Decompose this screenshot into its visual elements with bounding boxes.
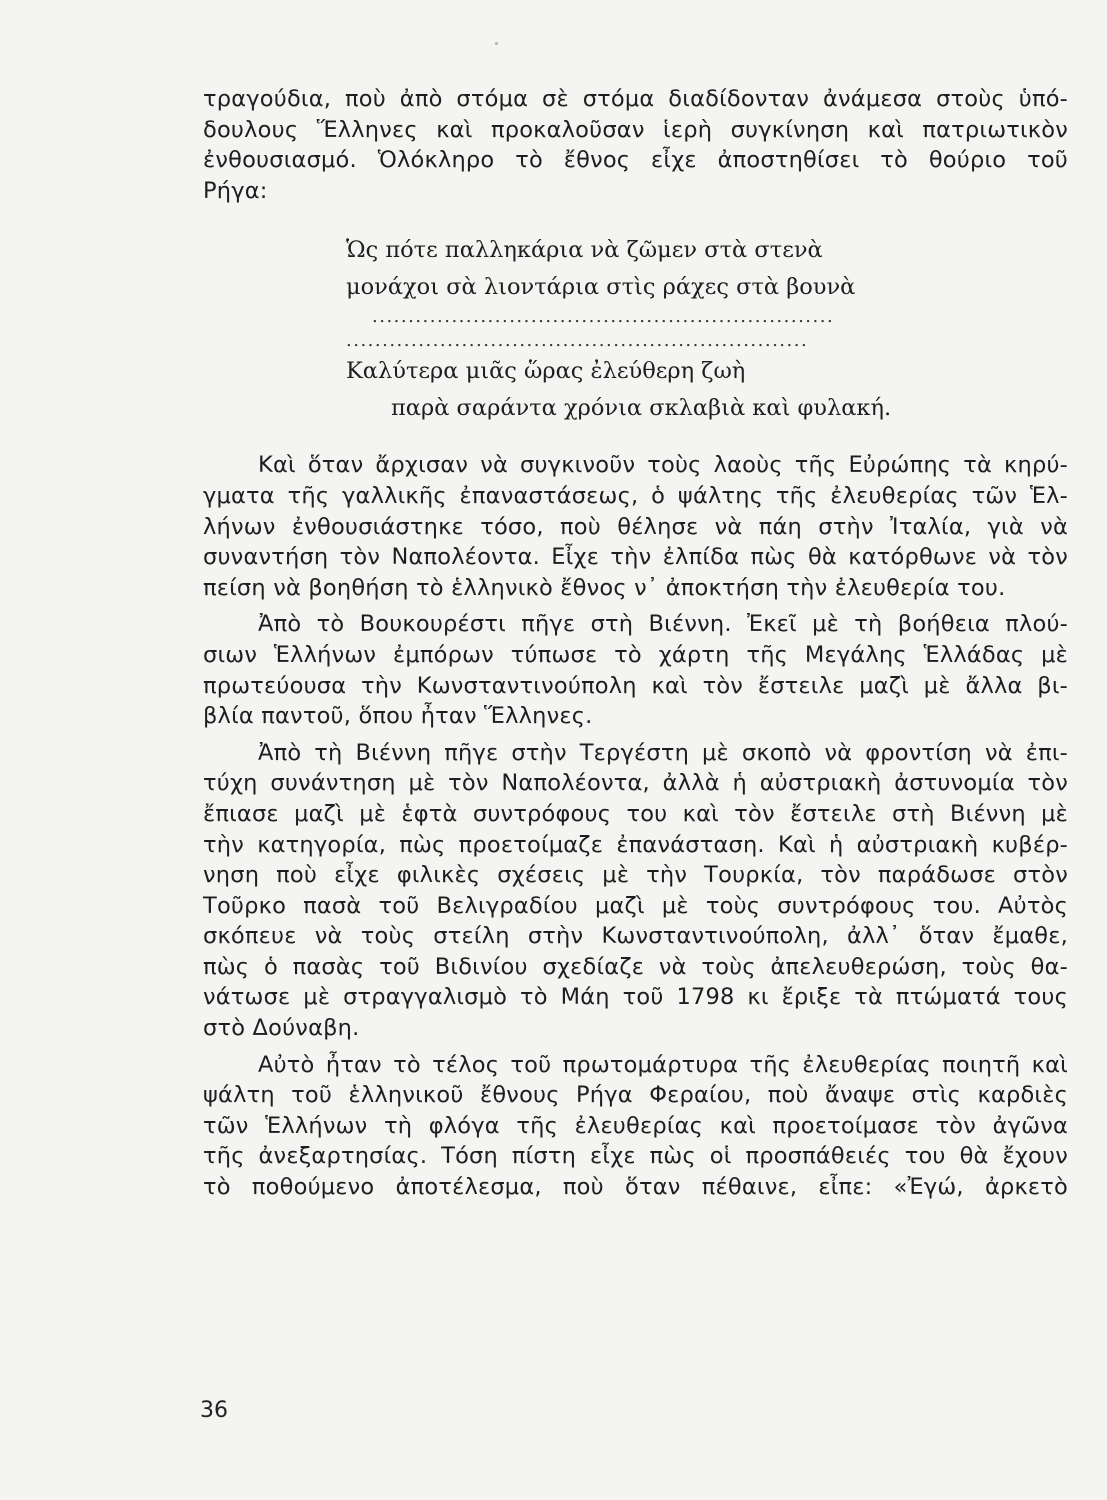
text-line: νηση ποὺ εἶχε φιλικὲς σχέσεις μὲ τὴν Τουρκία, τὸν παράδωσε στὸν [203,862,1068,889]
paragraph [203,450,1068,603]
text-line: στὸ Δούναβη. [203,1015,360,1042]
page-number: 36 [200,1398,228,1423]
text-line: Τοῦρκο πασὰ τοῦ Βελιγραδίου μαζὶ μὲ τοὺς συντρόφους του. Αὐτὸς [203,892,1068,919]
text-line: βλία παντοῦ, ὅπου ἦταν Ἕλληνες. [203,703,593,730]
text-line: Καὶ ὅταν ἄρχισαν νὰ συγκινοῦν τοὺς λαοὺς τῆς Εὐρώπης τὰ κηρύ- [258,452,1068,479]
thourios-poem [203,232,1068,426]
paragraph [203,1050,1068,1203]
poem-ellipsis: ................................................................ [372,306,835,328]
text-line: Αὐτὸ ἦταν τὸ τέλος τοῦ πρωτομάρτυρα τῆς ἐλευθερίας ποιητῆ καὶ [258,1051,1068,1078]
text-line: ἔπιασε μαζὶ μὲ ἑφτὰ συντρόφους του καὶ τὸν ἔστειλε στὴ Βιέννη μὲ [203,800,1068,827]
poem-line: Καλύτερα μιᾶς ὥρας ἐλεύθερη ζωὴ [346,358,746,385]
text-line: τῆς ἀνεξαρτησίας. Τόση πίστη εἶχε πὼς οἱ προσπάθειές του θὰ ἔχουν [203,1143,1068,1170]
text-line: δουλους Ἕλληνες καὶ προκαλοῦσαν ἱερὴ συγκίνηση καὶ πατριωτικὸν [203,116,1068,143]
opening-paragraph [203,84,1068,206]
text-line: τὸ ποθούμενο ἀποτέλεσμα, ποὺ ὅταν πέθαινε, εἶπε: «Ἐγώ, ἀρκετὸ [203,1174,1068,1201]
text-line: τύχη συνάντηση μὲ τὸν Ναπολέοντα, ἀλλὰ ἡ αὐστριακὴ ἀστυνομία τὸν [203,770,1068,797]
paper-speck [495,42,498,45]
text-line: λήνων ἐνθουσιάστηκε τόσο, ποὺ θέλησε νὰ πάη στὴν Ἰταλία, γιὰ νὰ [203,513,1068,540]
text-line: συναντήση τὸν Ναπολέοντα. Εἶχε τὴν ἐλπίδα πὼς θὰ κατόρθωνε νὰ τὸν [203,544,1068,571]
poem-line: μονάχοι σὰ λιοντάρια στὶς ράχες στὰ βουνὰ [346,273,856,300]
text-line: τῶν Ἑλλήνων τὴ φλόγα τῆς ἐλευθερίας καὶ προετοίμασε τὸν ἀγῶνα [203,1112,1068,1139]
text-line: Ἀπὸ τὸ Βουκουρέστι πῆγε στὴ Βιέννη. Ἐκεῖ μὲ τὴ βοήθεια πλού- [258,611,1068,638]
text-line: Ρήγα: [203,177,268,204]
paragraph [203,738,1068,1044]
poem-line: παρὰ σαράντα χρόνια σκλαβιὰ καὶ φυλακή. [391,394,892,421]
page-text [203,84,1068,1203]
paragraph [203,609,1068,731]
text-line: σκόπευε νὰ τοὺς στείλη στὴν Κωνσταντινούπολη, ἀλλ᾿ ὅταν ἔμαθε, [203,923,1068,950]
poem-ellipsis: ................................................................ [346,330,809,352]
text-line: πείση νὰ βοηθήση τὸ ἑλληνικὸ ἔθνος ν᾿ ἀποκτήση τὴν ἐλευθερία του. [203,574,1006,601]
text-line: Ἀπὸ τὴ Βιέννη πῆγε στὴν Τεργέστη μὲ σκοπὸ νὰ φροντίση νὰ ἐπι- [258,739,1068,766]
text-line: ψάλτη τοῦ ἑλληνικοῦ ἔθνους Ρήγα Φεραίου, ποὺ ἄναψε στὶς καρδιὲς [203,1082,1068,1109]
text-line: πρωτεύουσα τὴν Κωνσταντινούπολη καὶ τὸν ἔστειλε μαζὶ μὲ ἄλλα βι- [203,672,1068,699]
poem-line: Ὡς πότε παλληκάρια νὰ ζῶμεν στὰ στενὰ [346,237,823,264]
text-line: γματα τῆς γαλλικῆς ἐπαναστάσεως, ὁ ψάλτης τῆς ἐλευθερίας τῶν Ἑλ- [203,482,1068,509]
text-line: σιων Ἑλλήνων ἐμπόρων τύπωσε τὸ χάρτη τῆς Μεγάλης Ἑλλάδας μὲ [203,641,1068,668]
text-line: ἐνθουσιασμό. Ὁλόκληρο τὸ ἔθνος εἶχε ἀποστηθίσει τὸ θούριο τοῦ [203,147,1068,174]
text-line: νάτωσε μὲ στραγγαλισμὸ τὸ Μάη τοῦ 1798 κι ἔριξε τὰ πτώματά τους [203,984,1068,1011]
text-line: πὼς ὁ πασὰς τοῦ Βιδινίου σχεδίαζε νὰ τοὺς ἀπελευθερώση, τοὺς θα- [203,953,1068,980]
text-line: τραγούδια, ποὺ ἀπὸ στόμα σὲ στόμα διαδίδονταν ἀνάμεσα στοὺς ὑπό- [203,86,1068,112]
text-line: τὴν κατηγορία, πὼς προετοίμαζε ἐπανάσταση. Καὶ ἡ αὐστριακὴ κυβέρ- [203,831,1068,858]
